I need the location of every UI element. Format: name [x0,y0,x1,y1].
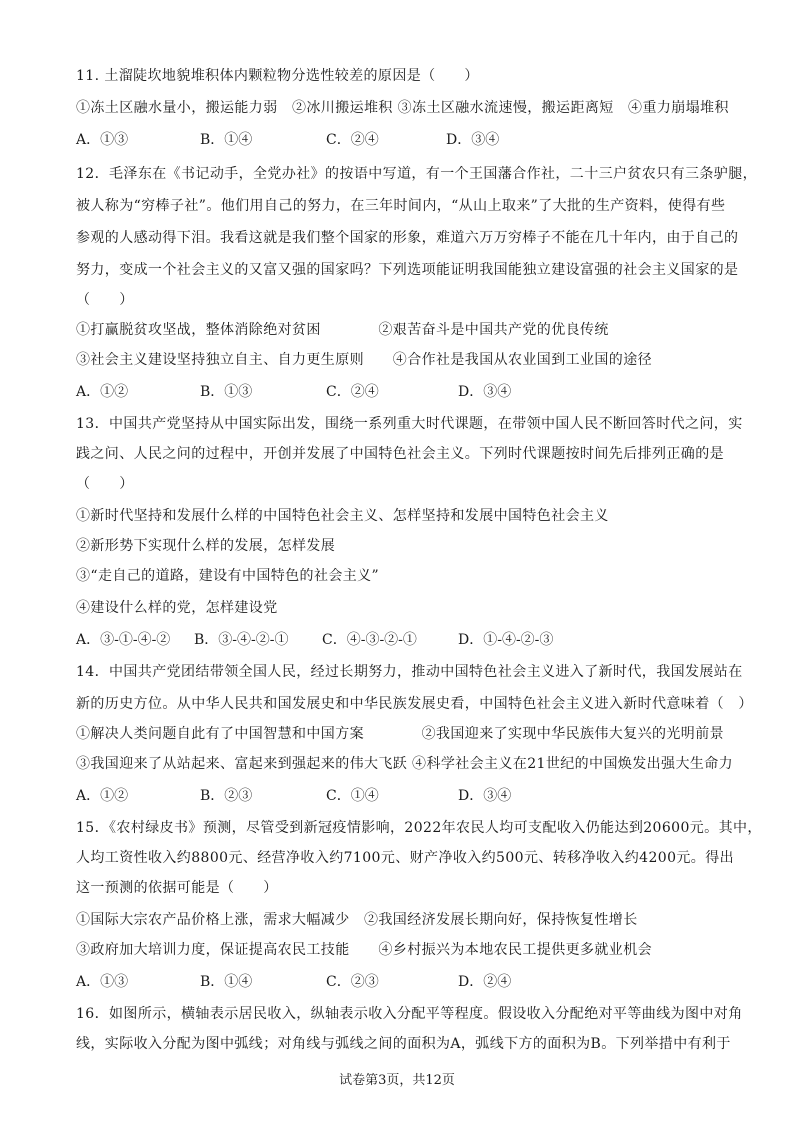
q14-statement: ③我国迎来了从站起来、富起来到强起来的伟大飞跃 ④科学社会主义在21世纪的中国焕发出强大生命力 [76,756,734,772]
q12-stem-line: 努力，变成一个社会主义的又富又强的国家吗？下列选项能证明我国能独立建设富强的社会主义国家的是 [76,262,739,278]
q13-statement: ④建设什么样的党，怎样建设党 [76,600,278,616]
q14-option-b[interactable]: B．②③ [200,788,253,804]
q12-option-d[interactable]: D．③④ [458,384,512,400]
q12-stem-line: 被人称为“穷棒子社”。他们用自己的努力，在三年时间内，“从山上取来”了大批的生产资料，使得有些 [76,198,726,214]
q14-option-a[interactable]: A．①② [76,788,129,804]
q14-statement: ①解决人类问题自此有了中国智慧和中国方案 ②我国迎来了实现中华民族伟大复兴的光明前景 [76,726,724,742]
q15-option-c[interactable]: C．②③ [326,974,379,990]
q15-option-b[interactable]: B．①④ [200,974,253,990]
page-footer: 试卷第3页，共12页 [339,1073,455,1088]
q13-option-d[interactable]: D．①-④-②-③ [458,632,554,648]
q15-stem-line: 15．《农村绿皮书》预测，尽管受到新冠疫情影响，2022年农民人均可支配收入仍能达到20600元。其中， [76,820,762,836]
q13-option-b[interactable]: B．③-④-②-① [194,632,289,648]
q12-statement: ③社会主义建设坚持独立自主、自力更生原则 ④合作社是我国从农业国到工业国的途径 [76,352,652,368]
q12-option-b[interactable]: B．①③ [200,384,253,400]
q13-stem-line: （ ） [76,476,134,492]
q12-statement: ①打赢脱贫攻坚战，整体消除绝对贫困 ②艰苦奋斗是中国共产党的优良传统 [76,322,609,338]
q11-option-b[interactable]: B．①④ [200,132,253,148]
q11-option-d[interactable]: D．③④ [446,132,500,148]
q11-statements: ①冻土区融水量小，搬运能力弱 ②冰川搬运堆积 ③冻土区融水流速慢，搬运距离短 ④重力崩塌堆积 [76,100,729,116]
q15-statement: ③政府加大培训力度，保证提高农民工技能 ④乡村振兴为本地农民工提供更多就业机会 [76,942,652,958]
q15-stem-line: 这一预测的依据可能是（ ） [76,880,278,896]
q14-stem-line: 14．中国共产党团结带领全国人民，经过长期努力，推动中国特色社会主义进入了新时代，我国发展站在 [76,664,743,680]
q16-stem-line: 16．如图所示，横轴表示居民收入，纵轴表示收入分配平等程度。假设收入分配绝对平等曲线为图中对角 [76,1006,743,1022]
q13-option-a[interactable]: A．③-①-④-② [76,632,171,648]
q15-statement: ①国际大宗农产品价格上涨，需求大幅减少 ②我国经济发展长期向好，保持恢复性增长 [76,912,638,928]
q11-option-c[interactable]: C．②④ [326,132,379,148]
q14-stem-line: 新的历史方位。从中华人民共和国发展史和中华民族发展史看，中国特色社会主义进入新时代意味着（ ） [76,696,753,712]
q12-stem-line: 参观的人感动得下泪。我看这就是我们整个国家的形象，难道六万万穷棒子不能在几十年内，由于自己的 [76,230,739,246]
q13-option-c[interactable]: C．④-③-②-① [322,632,417,648]
q12-stem-line: （ ） [76,292,134,308]
q16-stem-line: 线，实际收入分配为图中弧线；对角线与弧线之间的面积为A，弧线下方的面积为B。下列举措中有利于 [76,1036,731,1052]
q13-stem-line: 13．中国共产党坚持从中国实际出发，围绕一系列重大时代课题，在带领中国人民不断回答时代之问，实 [76,416,743,432]
q12-stem-line: 12．毛泽东在《书记动手，全党办社》的按语中写道，有一个王国藩合作社，二十三户贫农只有三条驴腿， [76,166,758,182]
q11-stem: 11. 土溜陡坎地貌堆积体内颗粒物分选性较差的原因是（ ） [76,68,479,84]
q13-statement: ②新形势下实现什么样的发展，怎样发展 [76,538,336,554]
q15-option-d[interactable]: D．②④ [458,974,512,990]
q13-stem-line: 践之问、人民之问的过程中，开创并发展了中国特色社会主义。下列时代课题按时间先后排列正确的是 [76,446,724,462]
q15-option-a[interactable]: A．①③ [76,974,129,990]
q15-stem-line: 人均工资性收入约8800元、经营净收入约7100元、财产净收入约500元、转移净收入约4200元。得出 [76,850,735,866]
q13-statement: ③“走自己的道路，建设有中国特色的社会主义” [76,568,380,584]
q11-option-a[interactable]: A．①③ [76,132,129,148]
q13-statement: ①新时代坚持和发展什么样的中国特色社会主义、怎样坚持和发展中国特色社会主义 [76,508,609,524]
q14-option-d[interactable]: D．③④ [458,788,512,804]
q12-option-a[interactable]: A．①② [76,384,129,400]
q12-option-c[interactable]: C．②④ [326,384,379,400]
q14-option-c[interactable]: C．①④ [326,788,379,804]
